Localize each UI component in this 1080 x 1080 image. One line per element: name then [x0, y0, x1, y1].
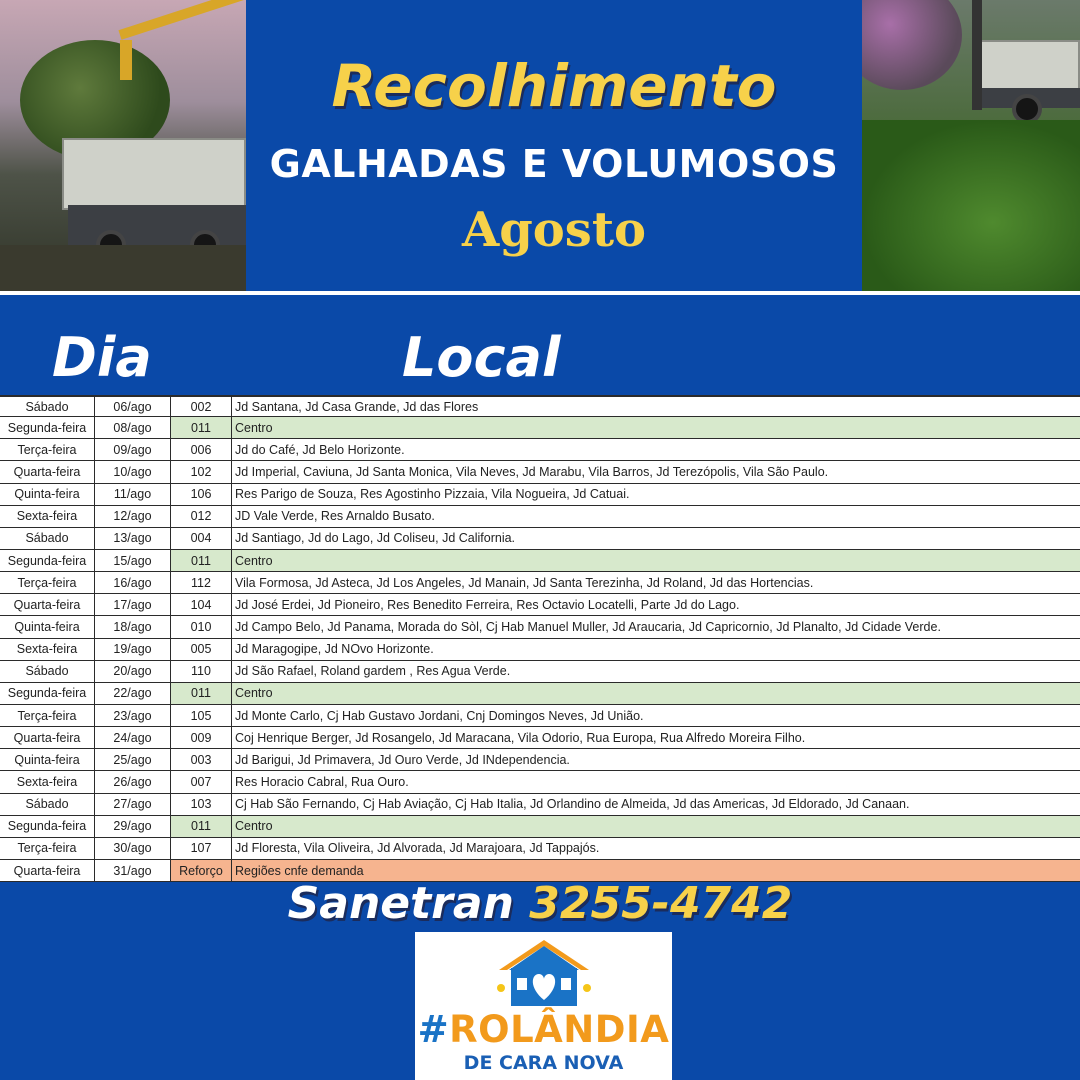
location-cell: Centro [232, 550, 1080, 571]
house-heart-icon [495, 938, 593, 1008]
table-row [0, 461, 1080, 483]
date-cell: 13/ago [95, 528, 171, 549]
truck-photo-right [862, 0, 1080, 291]
code-cell: 011 [171, 550, 232, 571]
page-subtitle: GALHADAS E VOLUMOSOS [269, 142, 839, 186]
truck-photo-left [0, 0, 246, 291]
location-cell: Centro [232, 417, 1080, 438]
weekday-cell: Quarta-feira [0, 727, 95, 748]
location-cell: Jd São Rafael, Roland gardem , Res Agua Verde. [235, 664, 511, 679]
table-row [0, 771, 1080, 793]
table-row [0, 417, 1080, 439]
table-row [0, 572, 1080, 594]
code-cell: Reforço [171, 860, 232, 881]
date-cell: 31/ago [95, 860, 171, 881]
logo-hashtag: #ROLÂNDIA [417, 1008, 670, 1051]
code-cell: 102 [171, 461, 232, 482]
location-cell: Centro [232, 816, 1080, 837]
rolandia-logo [415, 932, 672, 1080]
table-row [0, 816, 1080, 838]
date-cell: 22/ago [95, 683, 171, 704]
code-cell: 011 [171, 683, 232, 704]
table-row [0, 616, 1080, 638]
table-row [0, 639, 1080, 661]
code-cell: 007 [171, 771, 232, 792]
date-cell: 15/ago [95, 550, 171, 571]
table-row [0, 838, 1080, 860]
code-cell: 106 [171, 484, 232, 505]
table-row [0, 661, 1080, 683]
date-cell: 29/ago [95, 816, 171, 837]
weekday-cell: Terça-feira [0, 838, 95, 859]
code-cell: 011 [171, 816, 232, 837]
table-row [0, 705, 1080, 727]
table-row [0, 484, 1080, 506]
weekday-cell: Quarta-feira [0, 594, 95, 615]
location-cell: Jd Santiago, Jd do Lago, Jd Coliseu, Jd California. [235, 531, 516, 546]
location-cell: Res Parigo de Souza, Res Agostinho Pizzaia, Vila Nogueira, Jd Catuai. [235, 487, 630, 502]
date-cell: 30/ago [95, 838, 171, 859]
code-cell: 006 [171, 439, 232, 460]
weekday-cell: Sábado [0, 661, 95, 682]
location-cell: Regiões cnfe demanda [232, 860, 1080, 881]
table-row [0, 794, 1080, 816]
table-row [0, 727, 1080, 749]
date-cell: 25/ago [95, 749, 171, 770]
code-cell: 112 [171, 572, 232, 593]
table-row [0, 550, 1080, 572]
header-divider [0, 291, 1080, 295]
location-cell: Jd Santana, Jd Casa Grande, Jd das Flores [235, 399, 479, 414]
location-cell: Vila Formosa, Jd Asteca, Jd Los Angeles, Jd Manain, Jd Santa Terezinha, Jd Roland, Jd das Hortencias. [235, 575, 814, 590]
logo-tagline: DE CARA NOVA [463, 1052, 624, 1074]
weekday-cell: Quinta-feira [0, 484, 95, 505]
month-label: Agosto [461, 202, 647, 258]
code-cell: 005 [171, 639, 232, 660]
code-cell: 011 [171, 417, 232, 438]
header-box [246, 0, 862, 291]
date-cell: 18/ago [95, 616, 171, 637]
column-title-dia: Dia [52, 326, 152, 389]
date-cell: 20/ago [95, 661, 171, 682]
weekday-cell: Sexta-feira [0, 639, 95, 660]
location-cell: Jd Campo Belo, Jd Panama, Morada do Sòl, Cj Hab Manuel Muller, Jd Araucaria, Jd Capricornio, Jd Planalto, Jd Cidade Verde. [235, 619, 941, 634]
weekday-cell: Terça-feira [0, 572, 95, 593]
date-cell: 23/ago [95, 705, 171, 726]
location-cell: Jd Imperial, Caviuna, Jd Santa Monica, Vila Neves, Jd Marabu, Vila Barros, Jd Terezópolis, Vila São Paulo. [235, 464, 829, 479]
table-row [0, 749, 1080, 771]
weekday-cell: Segunda-feira [0, 417, 95, 438]
table-row [0, 528, 1080, 550]
weekday-cell: Segunda-feira [0, 683, 95, 704]
code-cell: 009 [171, 727, 232, 748]
weekday-cell: Sábado [0, 794, 95, 815]
location-cell: Res Horacio Cabral, Rua Ouro. [235, 774, 409, 789]
code-cell: 003 [171, 749, 232, 770]
code-cell: 012 [171, 506, 232, 527]
weekday-cell: Quarta-feira [0, 461, 95, 482]
code-cell: 107 [171, 838, 232, 859]
contact-phone: 3255-4742 [529, 878, 793, 929]
location-cell: Jd do Café, Jd Belo Horizonte. [235, 442, 405, 457]
weekday-cell: Terça-feira [0, 705, 95, 726]
code-cell: 110 [171, 661, 232, 682]
table-row [0, 683, 1080, 705]
date-cell: 11/ago [95, 484, 171, 505]
contact-name: Sanetran [287, 878, 530, 929]
location-cell: Jd Floresta, Vila Oliveira, Jd Alvorada, Jd Marajoara, Jd Tappajós. [235, 841, 600, 856]
location-cell: Cj Hab São Fernando, Cj Hab Aviação, Cj Hab Italia, Jd Orlandino de Almeida, Jd das Americas, Jd Eldorado, Jd Canaan. [235, 797, 910, 812]
date-cell: 24/ago [95, 727, 171, 748]
location-cell: Jd José Erdei, Jd Pioneiro, Res Benedito Ferreira, Res Octavio Locatelli, Parte Jd do Lago. [235, 597, 740, 612]
weekday-cell: Segunda-feira [0, 550, 95, 571]
schedule-table [0, 395, 1080, 882]
code-cell: 105 [171, 705, 232, 726]
date-cell: 26/ago [95, 771, 171, 792]
weekday-cell: Sexta-feira [0, 506, 95, 527]
location-cell: Centro [232, 683, 1080, 704]
date-cell: 06/ago [95, 397, 171, 416]
weekday-cell: Segunda-feira [0, 816, 95, 837]
code-cell: 010 [171, 616, 232, 637]
date-cell: 27/ago [95, 794, 171, 815]
weekday-cell: Sábado [0, 528, 95, 549]
code-cell: 104 [171, 594, 232, 615]
weekday-cell: Quinta-feira [0, 749, 95, 770]
date-cell: 19/ago [95, 639, 171, 660]
code-cell: 002 [171, 397, 232, 416]
column-title-local: Local [402, 326, 561, 389]
date-cell: 09/ago [95, 439, 171, 460]
location-cell: Jd Barigui, Jd Primavera, Jd Ouro Verde, Jd INdependencia. [235, 752, 570, 767]
date-cell: 16/ago [95, 572, 171, 593]
weekday-cell: Quinta-feira [0, 616, 95, 637]
weekday-cell: Terça-feira [0, 439, 95, 460]
page-title: Recolhimento [331, 52, 777, 120]
date-cell: 08/ago [95, 417, 171, 438]
table-row [0, 594, 1080, 616]
date-cell: 12/ago [95, 506, 171, 527]
table-row [0, 506, 1080, 528]
date-cell: 17/ago [95, 594, 171, 615]
location-cell: Coj Henrique Berger, Jd Rosangelo, Jd Maracana, Vila Odorio, Rua Europa, Rua Alfredo Moreira Filho. [235, 730, 806, 745]
location-cell: Jd Maragogipe, Jd NOvo Horizonte. [235, 642, 434, 657]
location-cell: Jd Monte Carlo, Cj Hab Gustavo Jordani, Cnj Domingos Neves, Jd União. [235, 708, 644, 723]
date-cell: 10/ago [95, 461, 171, 482]
table-row [0, 395, 1080, 417]
code-cell: 004 [171, 528, 232, 549]
weekday-cell: Sábado [0, 397, 95, 416]
location-cell: JD Vale Verde, Res Arnaldo Busato. [235, 509, 435, 524]
weekday-cell: Sexta-feira [0, 771, 95, 792]
table-row [0, 439, 1080, 461]
code-cell: 103 [171, 794, 232, 815]
weekday-cell: Quarta-feira [0, 860, 95, 881]
contact-line [0, 878, 1080, 929]
